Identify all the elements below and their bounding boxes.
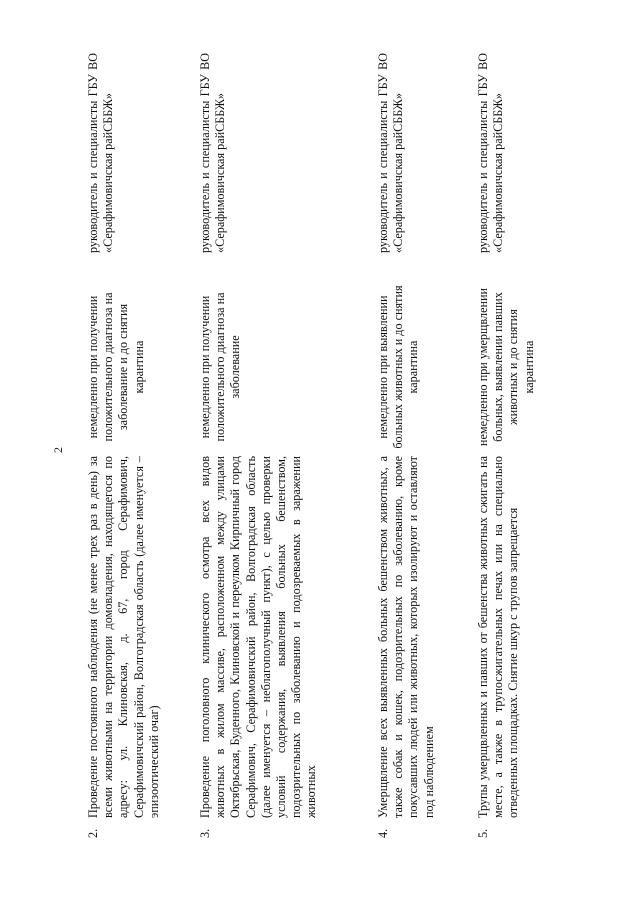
responsible-text: руководитель и специалисты ГБУ ВО «Серафимовичская райСББЖ» [376, 53, 406, 253]
measure-text: Проведение поголовного клинического осмотра всех видов животных в жилом массиве, расположенном между улицами Октябрьская, Буденного, Клиновской и переулком Кирпичный город Серафимович, Серафимовичский район, Волгоградская область (далее именуется – неблагополучный пункт), с целью проверки условий содержания, выявления больных бешенством, подозрительных по заболеванию и подозреваемых в заражении животных [198, 456, 319, 818]
page-number: 2 [51, 447, 65, 453]
responsible-text: руководитель и специалисты ГБУ ВО «Серафимовичская райСББЖ» [476, 53, 506, 253]
row-number: 3. [198, 828, 212, 838]
responsible-text: руководитель и специалисты ГБУ ВО «Серафимовичская райСББЖ» [86, 53, 116, 253]
row-number: 5. [476, 828, 490, 838]
rotated-content [50, 50, 536, 840]
row-number: 2. [86, 828, 100, 838]
measure-text: Трупы умерщвленных и павших от бешенства животных сжигать на месте, а также в трупосжигательных печах или на специально отведенных площадках. Снятие шкур с трупов запрещается [476, 456, 521, 818]
term-text: немедленно при умерщвлении больных, выявлении павших животных и до снятия карантина [476, 287, 536, 447]
measure-text: Проведение постоянного наблюдения (не менее трех раз в день) за всеми животными на территории домовладения, находящегося по адресу: ул. Клиновская, д. 67, город Серафимович, Серафимовичский район, Волгоградская область (далее именуется – эпизоотический очаг) [86, 456, 161, 818]
row-number: 4. [376, 828, 390, 838]
term-text: немедленно при получении положительного диагноза на заболевание и до снятия карантина [86, 292, 146, 442]
term-text: немедленно при выявлении больных животных и до снятия карантина [376, 285, 421, 449]
term-text: немедленно при получении положительного диагноза на заболевание [198, 292, 243, 442]
measure-text: Умерщвление всех выявленных больных бешенством животных, а также собак и кошек, подозрительных по заболеванию, кроме покусавших людей или животных, которых изолируют и оставляют под наблюдением [376, 456, 436, 818]
responsible-text: руководитель и специалисты ГБУ ВО «Серафимовичская райСББЖ» [198, 53, 228, 253]
